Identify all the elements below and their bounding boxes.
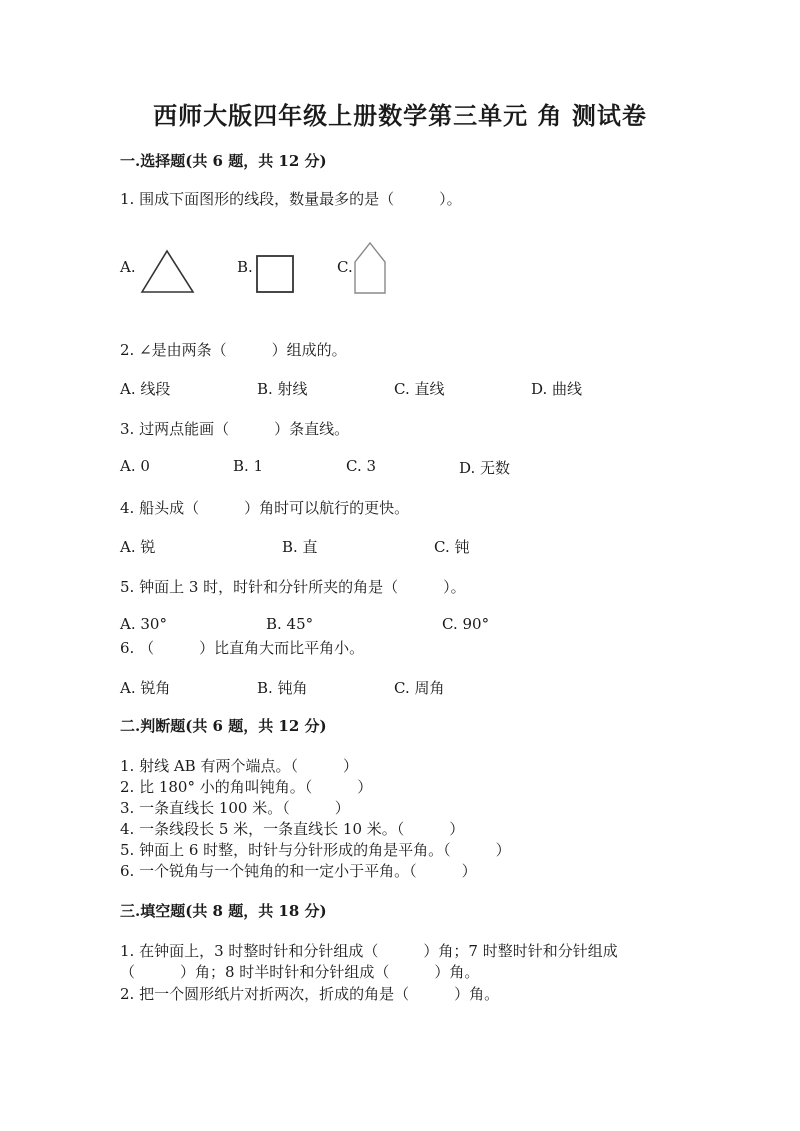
- judge-item: 4. 一条线段长 5 米，一条直线长 10 米。（ ）: [120, 820, 465, 838]
- question-4-stem: 4. 船头成（ ）角时可以航行的更快。: [120, 499, 410, 517]
- fill-item: 2. 把一个圆形纸片对折两次，折成的角是（ ）角。: [120, 985, 500, 1003]
- q6-option-c: C. 周角: [394, 679, 445, 697]
- question-5-stem: 5. 钟面上 3 时，时针和分针所夹的角是（ ）。: [120, 578, 466, 596]
- q1-option-b: B.: [237, 258, 253, 276]
- q4-option-b: B. 直: [282, 538, 318, 556]
- q2-option-c: C. 直线: [394, 380, 445, 398]
- q3-option-a: A. 0: [120, 457, 150, 475]
- q4-option-a: A. 锐: [120, 538, 156, 556]
- question-3-stem: 3. 过两点能画（ ）条直线。: [120, 420, 350, 438]
- pentagon-house-icon: [352, 240, 388, 296]
- q2-option-d: D. 曲线: [531, 380, 583, 398]
- q6-option-a: A. 锐角: [120, 679, 171, 697]
- section-heading-judge: 二.判断题(共 6 题，共 12 分): [120, 717, 327, 735]
- fill-item-continued: （ ）角；8 时半时针和分针组成（ ）角。: [120, 963, 480, 981]
- q5-option-b: B. 45°: [266, 615, 314, 633]
- judge-item: 2. 比 180° 小的角叫钝角。（ ）: [120, 778, 373, 796]
- q4-option-c: C. 钝: [434, 538, 470, 556]
- q3-option-b: B. 1: [233, 457, 264, 475]
- square-icon: [255, 254, 295, 294]
- section-heading-fill: 三.填空题(共 8 题，共 18 分): [120, 902, 327, 920]
- question-6-stem: 6. （ ）比直角大而比平角小。: [120, 639, 365, 657]
- q1-option-a: A.: [120, 258, 136, 276]
- judge-item: 6. 一个锐角与一个钝角的和一定小于平角。（ ）: [120, 862, 477, 880]
- q2-option-b: B. 射线: [257, 380, 308, 398]
- q2-option-a: A. 线段: [120, 380, 171, 398]
- question-2-stem: 2. ∠是由两条（ ）组成的。: [120, 341, 347, 359]
- triangle-icon: [140, 247, 196, 295]
- judge-item: 1. 射线 AB 有两个端点。（ ）: [120, 757, 358, 775]
- q5-option-c: C. 90°: [442, 615, 490, 633]
- section-heading-choice: 一.选择题(共 6 题，共 12 分): [120, 152, 327, 170]
- page-title: 西师大版四年级上册数学第三单元 角 测试卷: [153, 101, 647, 130]
- question-1-stem: 1. 围成下面图形的线段，数量最多的是（ ）。: [120, 190, 462, 208]
- q1-option-c: C.: [337, 258, 353, 276]
- q3-option-d: D. 无数: [459, 459, 511, 477]
- fill-item: 1. 在钟面上，3 时整时针和分针组成（ ）角；7 时整时针和分针组成: [120, 942, 618, 960]
- judge-item: 3. 一条直线长 100 米。（ ）: [120, 799, 350, 817]
- judge-item: 5. 钟面上 6 时整，时针与分针形成的角是平角。（ ）: [120, 841, 511, 859]
- q3-option-c: C. 3: [346, 457, 377, 475]
- q6-option-b: B. 钝角: [257, 679, 308, 697]
- q5-option-a: A. 30°: [120, 615, 167, 633]
